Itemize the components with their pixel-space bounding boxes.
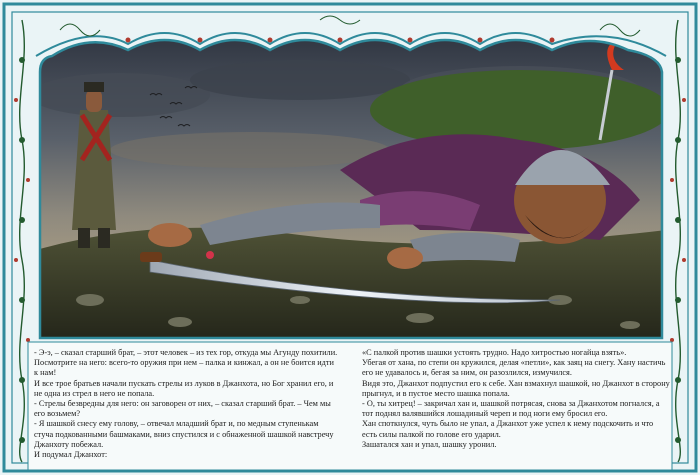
paragraph: - Я шашкой снесу ему голову, – отвечал младший брат и, по медным ступенькам стуча подкованными башмаками, вниз спустился и с обнаженной шашкой навстречу Джанхоту побежал.: [34, 419, 334, 449]
paragraph: «С палкой против шашки устоять трудно. Надо хитростью ногайца взять».: [362, 348, 627, 357]
paragraph: Убегая от хана, по степи он кружился, делая «петли», как заяц на снегу. Хану настичь его не удавалось и, бегая за ним, он разозлился, измучился.: [362, 358, 666, 378]
text-column-left: [34, 348, 339, 470]
paragraph: Видя это, Джанхот подпустил его к себе. Хан взмахнул шашкой, но Джанхот в сторону прыгнул, и в пустое место шашка попала.: [362, 378, 670, 398]
illustration: [30, 30, 670, 340]
text-column-right: [362, 348, 670, 470]
paragraph: И подумал Джанхот:: [34, 450, 108, 460]
paragraph: Зашатался хан и упал, шашку уронил.: [362, 439, 497, 449]
paragraph: И все трое братьев начали пускать стрелы из луков в Джанхота, но Бог хранил его, и не одна из стрел в него не попала.: [34, 378, 334, 398]
paragraph: - О, ты хитрец! – закричал хан и, шашкой потрясая, снова за Джанхотом погнался, а тот поднял валявшийся лошадиный череп и под ноги ему бросил его.: [362, 399, 660, 419]
paragraph: Хан споткнулся, чуть было не упал, а Джанхот уже успел к нему подскочить и что есть силы палкой по голове его ударил.: [362, 419, 654, 439]
paragraph: - Э-э, – сказал старший брат, – этот человек – из тех гор, откуда мы Агунду похитили. Посмотрите на него: всего-то оружия при нем – палка и кинжал, а он не боится идти к нам!: [34, 348, 338, 378]
paragraph: - Стрелы безвредны для него: он заговорен от них, – сказал старший брат. – Чем мы его возьмем?: [34, 399, 331, 419]
